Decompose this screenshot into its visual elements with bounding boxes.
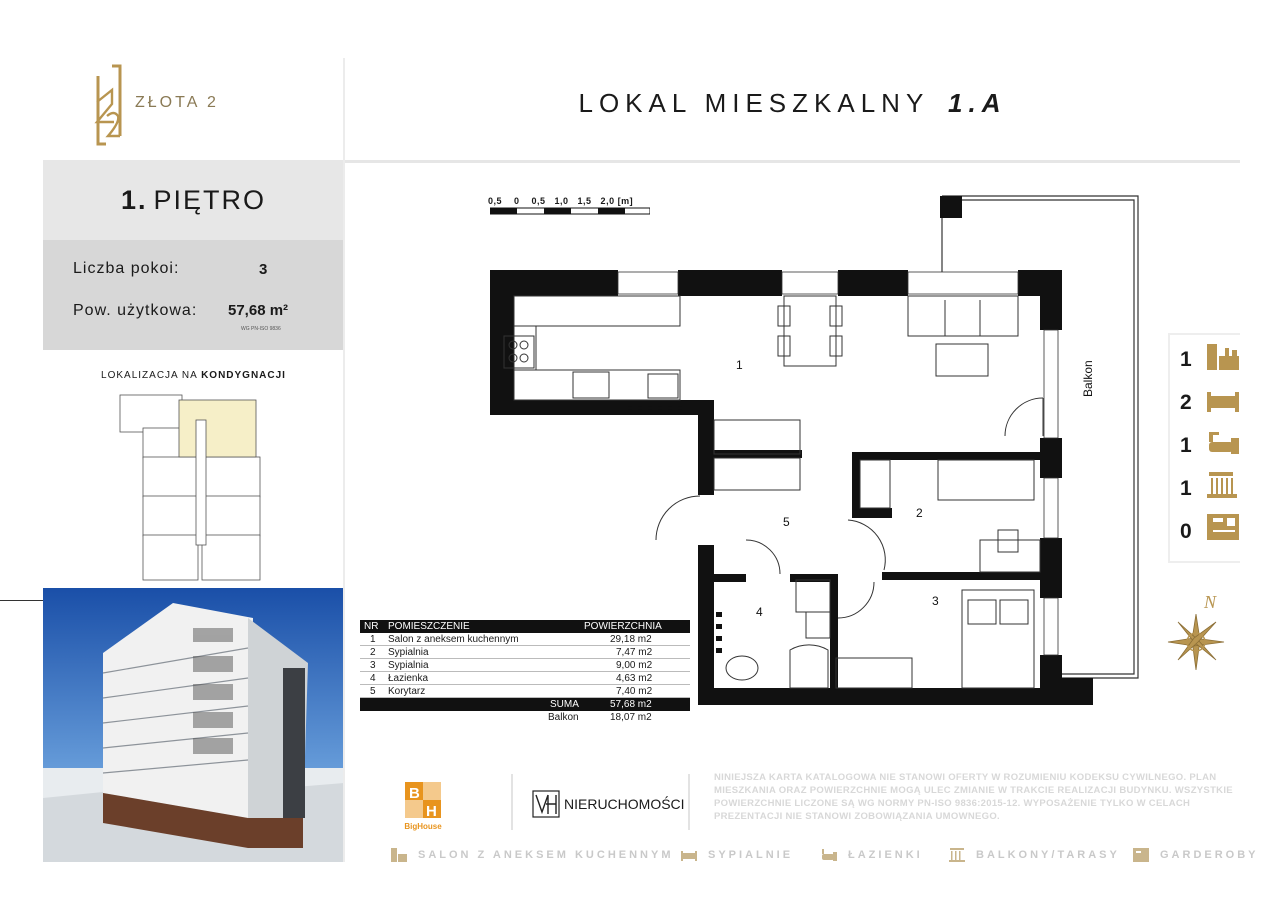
vh-logo-text: NIERUCHOMOŚCI bbox=[564, 796, 685, 812]
edge-mark bbox=[0, 600, 43, 601]
building-render-image bbox=[43, 588, 344, 862]
legend-wardrobe: GARDEROBY bbox=[1132, 846, 1259, 864]
header-divider bbox=[345, 160, 1240, 163]
floor-label: PIĘTRO bbox=[153, 184, 267, 215]
rooms-value: 3 bbox=[259, 261, 268, 278]
balcony-icon bbox=[948, 847, 966, 863]
svg-text:H: H bbox=[426, 803, 437, 820]
dining-table bbox=[778, 296, 842, 366]
legal-disclaimer: NINIEJSZA KARTA KATALOGOWA NIE STANOWI OFERTY W ROZUMIENIU KODEKSU CYWILNEGO. PLAN MIESZKANIA ORAZ POWIERZCHNIE MOGĄ ULEC ZMIANIE W TRAKCIE REALIZACJI BUDYNKU. WSZYSTKIE POWIERZCHNIE LICZONE SĄ WG NORMY PN-ISO 9836:2015-12. WYPOSAŻENIE TYLKO W CELACH PREZENTACJI NIE STANOWI ZOBOWIĄZANIA UMOWNEGO. bbox=[714, 772, 1233, 822]
legend-balcony: BALKONY/TARASY bbox=[948, 846, 1120, 864]
kitchen-count: 1 bbox=[1180, 348, 1192, 371]
footer-divider bbox=[688, 774, 690, 830]
room-label-3: 3 bbox=[932, 594, 939, 608]
table-header: NR POMIESZCZENIE POWIERZCHNIA bbox=[360, 620, 690, 633]
compass-icon bbox=[1160, 592, 1232, 678]
table-row: 2 Sypialnia 7,47 m2 bbox=[360, 646, 690, 659]
bedroom-count: 2 bbox=[1180, 391, 1192, 414]
apartment-info bbox=[43, 240, 344, 350]
scale-label: 0,5 0 0,5 1,0 1,5 2,0 [m] bbox=[488, 196, 634, 206]
location-title: LOKALIZACJA NA KONDYGNACJI bbox=[101, 370, 286, 381]
floor-location-map bbox=[110, 390, 270, 585]
bighouse-text: BigHouse bbox=[404, 822, 442, 831]
floor-header bbox=[43, 160, 344, 240]
room-label-2: 2 bbox=[916, 506, 923, 520]
room-label-4: 4 bbox=[756, 605, 763, 619]
bathroom-fixtures bbox=[726, 580, 830, 688]
bed-icon bbox=[1205, 386, 1241, 416]
wardrobe-count: 0 bbox=[1180, 520, 1192, 543]
z2-logo-icon bbox=[97, 66, 120, 144]
room-label-5: 5 bbox=[783, 515, 790, 529]
vh-logo bbox=[532, 790, 685, 818]
balcony-count: 1 bbox=[1180, 477, 1192, 500]
bighouse-logo bbox=[395, 778, 451, 832]
footer-divider bbox=[511, 774, 513, 830]
floor-number: 1. bbox=[120, 184, 148, 215]
table-balcony-row: Balkon 18,07 m2 bbox=[548, 712, 652, 723]
wardrobe-icon bbox=[1132, 847, 1150, 863]
vh-logo-icon bbox=[532, 790, 560, 818]
svg-text:B: B bbox=[409, 785, 420, 802]
legend-kitchen: SALON Z ANEKSEM KUCHENNYM bbox=[390, 846, 674, 864]
table-sum-row: SUMA 57,68 m2 bbox=[360, 698, 690, 711]
kitchen-icon bbox=[390, 847, 408, 863]
table-row: 1 Salon z aneksem kuchennym 29,18 m2 bbox=[360, 633, 690, 646]
table-row: 3 Sypialnia 9,00 m2 bbox=[360, 659, 690, 672]
area-label: Pow. użytkowa: bbox=[73, 302, 198, 319]
kitchen-icon bbox=[1205, 342, 1241, 372]
balcony-label: Balkon bbox=[1081, 360, 1095, 397]
page-title: LOKAL MIESZKALNY 1.A bbox=[578, 88, 1007, 118]
legend-bathroom: ŁAZIENKI bbox=[820, 846, 923, 864]
bed-icon bbox=[680, 847, 698, 863]
table-row: 4 Łazienka 4,63 m2 bbox=[360, 672, 690, 685]
area-norm-note: WG PN-ISO 9836 bbox=[241, 326, 281, 332]
room-label-1: 1 bbox=[736, 358, 743, 372]
sofa bbox=[908, 296, 1018, 376]
area-value: 57,68 m² bbox=[228, 302, 289, 319]
balcony-area bbox=[942, 196, 1138, 678]
wardrobe-icon bbox=[1205, 512, 1241, 542]
balcony-icon bbox=[1205, 470, 1241, 500]
rooms-label: Liczba pokoi: bbox=[73, 260, 180, 277]
highlighted-unit bbox=[179, 400, 256, 457]
legend-bedroom: SYPIALNIE bbox=[680, 846, 793, 864]
column-divider bbox=[343, 58, 345, 862]
table-row: 5 Korytarz 7,40 m2 bbox=[360, 685, 690, 698]
unit-number: 1.A bbox=[948, 88, 1007, 118]
kitchen-counter bbox=[504, 296, 680, 400]
room-area-table bbox=[360, 620, 690, 724]
bathroom-count: 1 bbox=[1180, 434, 1192, 457]
brand-name: ZŁOTA 2 bbox=[135, 94, 219, 111]
bathroom-icon bbox=[1205, 428, 1241, 458]
compass-letter: N bbox=[1204, 592, 1217, 612]
bathroom-icon bbox=[820, 847, 838, 863]
